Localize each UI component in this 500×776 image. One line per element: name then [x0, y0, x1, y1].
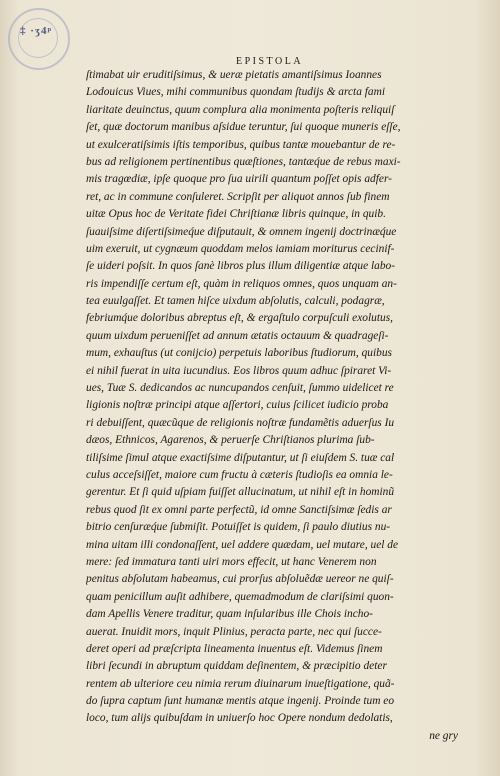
text-line: libri ſecundi in abruptum quiddam deſinentem, & præcipitio deter [86, 660, 387, 673]
text-line: ligionis noſtræ principi atque aſſertori, cuius ſcilicet iudicio proba [86, 399, 389, 412]
text-line: ri debuiſſent, quæcũque de religionis noſtræ fundamẽtis aduerſus Iu [86, 416, 395, 429]
letter-text [86, 67, 458, 745]
text-line: bus ad religionem pertinentibus quæſtiones, tantæq́ue de rebus maxi- [86, 155, 401, 168]
text-line: quam penicillum auſit adhibere, quemadmodum de clariſsimi quon- [86, 590, 394, 603]
text-line: ret, ac in commune conſuleret. Scripſit per aliquot annos ſub finem [86, 190, 390, 203]
text-line: ſuauiſsime diſertiſsimeq́ue diſputauit, & omnem ingenij doctrinæq́ue [86, 225, 397, 238]
text-line: ſtimabat uir eruditiſsimus, & ueræ pietatis amantiſsimus Ioannes [86, 69, 382, 81]
shelfmark-ink: ‡ ·ʒ4ᵖ [20, 25, 53, 37]
text-line: dam Apellis Venere traditur, quam inſularibus ille Chois incho- [86, 608, 373, 621]
text-line: do ſupra captum ſunt humanæ mentis atque ingenij. Proinde tum eo [86, 695, 395, 708]
text-line: febriumq́ue doloribus abreptus eſt, & ergaſtulo corpuſculi exolutus, [86, 312, 393, 325]
text-line: mina uitam illi condonaſſent, uel addere quædam, uel mutare, uel de [86, 538, 399, 551]
text-line: deret operi ad præſcripta lineamenta inuentus eſt. Videmus ſinem [86, 642, 383, 655]
library-stamp [8, 8, 70, 70]
text-line: uim exeruit, ut cygnæum quoddam melos iamiam moriturus cecinif- [86, 242, 395, 255]
text-line: culus acceſsiſſet, maiore cum fructu à cæteris ſtudioſis ea omnia le- [86, 468, 393, 481]
running-header: EPISTOLA [236, 56, 304, 67]
text-line: uitæ Opus hoc de Veritate fidei Chriſtianæ libris quinque, in quib. [86, 208, 386, 221]
text-line: penitus abſolutam habeamus, cui prorſus abſoluẽdæ uereor ne quiſ- [86, 573, 394, 586]
text-line: ſet, quæ doctorum manibus aſsidue teruntur, ſui quoque muneris eſſe, [86, 121, 401, 134]
text-line: quum uixdum perueniſſet ad annum ætatis octauum & quadrageſi- [86, 329, 389, 342]
text-line: tea euulgaſſet. Et tamen hiſce uixdum abſolutis, calculi, podagræ, [86, 295, 385, 308]
text-line: ris impendiſſe certum eſt, quàm in reliquos omnes, quos unquam an- [86, 277, 397, 290]
text-line: mum, exhauſtus (ut conijcio) perpetuis laboribus ſtudiorum, quibus [86, 347, 392, 360]
catchword: ne gry [429, 729, 458, 742]
text-line: loco, tum alijs quibuſdam in uniuerſo hoc Opere nondum dedolatis, [86, 712, 393, 725]
text-line: tiliſsime ſimul atque exactiſsime diſputantur, ut ſi eiuſdem S. tuæ cal [86, 451, 395, 464]
text-line: mis tragœdiæ, ipſe quoque pro ſua uirili quantum poſſet opis adfer- [86, 173, 392, 186]
text-line: mere: ſed immatura tanti uiri mors effecit, ut hanc Venerem non [86, 555, 377, 568]
text-line: Lodouicus Viues, mihi communibus quondam ſtudijs & arcta fami [86, 86, 385, 99]
text-line: ei nihil fuerat in uita iucundius. Eos libros quum adhuc ſpiraret Vi- [86, 364, 392, 377]
library-stamp-ring [18, 18, 58, 58]
text-line: ſe uideri poſsit. In quos ſanè libros plus illum diligentiæ atque labo- [86, 260, 396, 273]
text-line: bitrio cenſuræq́ue ſubmiſit. Potuiſſet is quidem, ſi paulo diutius nu- [86, 521, 391, 534]
text-line: ut exulceratiſsimis iſtis temporibus, quibus tantæ mouebantur de re- [86, 138, 396, 151]
text-line: liaritate deuinctus, quum complura alia monimenta poſteris reliquiſ [86, 103, 395, 116]
text-line: auerat. Inuidit mors, inquit Plinius, peracta parte, nec qui ſucce- [86, 625, 382, 638]
text-line: gerentur. Et ſi quid uſpiam fuiſſet allucinatum, ut nihil eſt in hominũ [86, 486, 395, 499]
text-line: ues, Tuæ S. dedicandos ac nuncupandos cenſuit, ſummo uidelicet re [86, 382, 394, 395]
text-line: dæos, Ethnicos, Agarenos, & peruerſe Chriſtianos plurima ſub- [86, 434, 375, 447]
text-line: rentem ab ulteriore ceu nimia rerum diuinarum inueſtigatione, quã- [86, 677, 395, 690]
text-line: rebus quod ſit ex omni parte perfectũ, id omne Sanctiſsimæ ſedis ar [86, 503, 392, 516]
